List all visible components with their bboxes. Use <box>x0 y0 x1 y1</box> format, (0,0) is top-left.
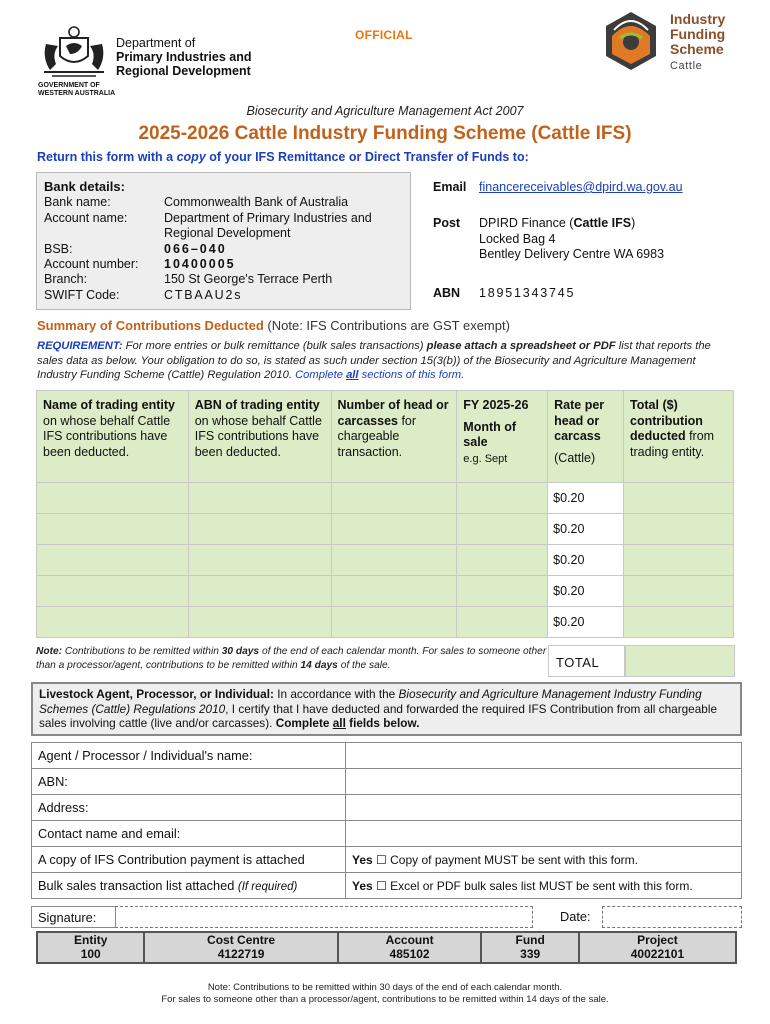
bank-value: Department of Primary Industries and Regional Development <box>164 210 372 241</box>
code-value: 4122719 <box>217 946 265 961</box>
post-address <box>479 216 664 263</box>
requirement-text-2: list that reports the sales data as below. Your obligation to do so, is stated as such under section 15(3(b)) of the Biosecurity and Agriculture Management Industry Funding Scheme (Cattle) Regulation 2010. <box>37 340 711 381</box>
col-header-total <box>624 391 734 483</box>
footer-note <box>0 982 770 1006</box>
dept-line-3: Regional Development <box>116 64 251 78</box>
contact-label: Contact name and email: <box>32 821 346 847</box>
copy-yes: Yes <box>352 852 373 867</box>
bank-key: BSB: <box>44 241 73 256</box>
email-label: Email <box>433 180 467 194</box>
col-header-month <box>457 391 548 483</box>
bulk-label-text: Bulk sales transaction list attached <box>38 878 238 893</box>
entity-abn-cell[interactable] <box>188 545 331 576</box>
abn-label: ABN <box>433 286 461 300</box>
bank-key: Bank name: <box>44 195 111 210</box>
entity-name-cell[interactable] <box>37 514 189 545</box>
form-row <box>32 743 742 769</box>
entity-abn-cell[interactable] <box>188 514 331 545</box>
address-label: Address: <box>32 795 346 821</box>
department-name <box>116 36 251 78</box>
code-cost-centre <box>144 932 337 963</box>
bulk-attached-label <box>32 873 346 899</box>
code-value: 485102 <box>389 946 430 961</box>
form-row <box>32 847 742 873</box>
month-cell[interactable] <box>457 483 548 514</box>
abn-row <box>433 286 575 302</box>
h5-line-1: Rate per head or carcass <box>554 398 605 443</box>
requirement-label: REQUIREMENT: <box>37 340 123 352</box>
bank-key: Account name: <box>44 210 128 225</box>
gov-line-1: GOVERNMENT OF <box>38 82 100 89</box>
total-value-field[interactable] <box>625 645 735 677</box>
note-text-2: of the end of each calendar month. For sales to someone other than a processor/agent, contributions to be remitted within <box>36 646 547 671</box>
bank-value: 066–040 <box>164 241 227 256</box>
requirement-complete <box>295 369 464 381</box>
col-header-rate <box>548 391 624 483</box>
bank-row <box>44 288 403 303</box>
rate-cell: $0.20 <box>548 576 624 607</box>
h2-bold: ABN of trading entity <box>194 398 320 412</box>
month-cell[interactable] <box>457 545 548 576</box>
complete-post: sections of this form. <box>358 369 465 381</box>
month-cell[interactable] <box>457 514 548 545</box>
h4-line-2: Month of sale <box>463 419 517 449</box>
declaration-all: all <box>332 716 346 730</box>
contact-field[interactable] <box>346 821 742 847</box>
ifs-logo-text <box>670 12 725 57</box>
post-line-3: Bentley Delivery Centre WA 6983 <box>479 247 665 261</box>
bulk-yes: Yes <box>352 878 373 893</box>
post-label: Post <box>433 216 461 230</box>
ifs-logo-subtext: Cattle <box>670 60 703 72</box>
h4-line-3: e.g. Sept <box>463 452 508 465</box>
h3-rest: for chargeable transaction. <box>337 413 417 459</box>
government-label <box>38 82 128 98</box>
declaration-fields: fields below. <box>345 716 420 730</box>
bank-value: 10400005 <box>164 257 236 272</box>
head-count-cell[interactable] <box>331 576 457 607</box>
note-label: Note: <box>36 646 63 657</box>
requirement-bold: please attach a spreadsheet or PDF <box>426 340 616 352</box>
total-cell[interactable] <box>624 607 734 638</box>
return-text-pre: Return this form with a <box>37 150 177 164</box>
table-header-row <box>37 391 734 483</box>
summary-note: (Note: IFS Contributions are GST exempt) <box>263 318 510 333</box>
entity-name-cell[interactable] <box>37 483 189 514</box>
complete-all: all <box>346 369 359 381</box>
h1-bold: Name of trading entity <box>43 398 175 412</box>
code-key: Project <box>637 933 678 947</box>
h5-line-2: (Cattle) <box>554 450 596 465</box>
post-line-1-post: ) <box>631 216 636 230</box>
name-label: Agent / Processor / Individual's name: <box>32 743 346 769</box>
agent-details-form <box>31 742 742 899</box>
bank-row <box>44 195 403 210</box>
month-cell[interactable] <box>457 607 548 638</box>
code-key: Account <box>385 933 434 947</box>
signature-label: Signature: <box>31 906 115 928</box>
code-value: 339 <box>520 946 541 961</box>
declaration-text-2: , I certify that I have deducted and forwarded the required IFS Contribution from all chargeable sales involving cattle (live and/or carcasses). <box>39 701 718 730</box>
bank-row <box>44 211 403 242</box>
h1-rest: on whose behalf Cattle IFS contributions have been deducted. <box>43 413 171 459</box>
abn-value: 18951343745 <box>479 286 576 300</box>
official-label: OFFICIAL <box>355 28 413 42</box>
bank-value: Commonwealth Bank of Australia <box>164 195 349 210</box>
summary-heading <box>37 318 510 333</box>
code-fund <box>481 932 578 963</box>
bank-key: Branch: <box>44 272 88 287</box>
date-field[interactable] <box>602 906 742 928</box>
code-account <box>338 932 482 963</box>
note-text-3: of the sale. <box>337 659 391 671</box>
entity-abn-cell[interactable] <box>188 483 331 514</box>
entity-abn-cell[interactable] <box>188 576 331 607</box>
table-row <box>37 483 734 514</box>
table-row <box>37 545 734 576</box>
summary-title: Summary of Contributions Deducted <box>37 318 264 333</box>
entity-name-cell[interactable] <box>37 545 189 576</box>
email-row <box>433 180 683 196</box>
dept-line-2: Primary Industries and <box>116 50 252 64</box>
entity-abn-cell[interactable] <box>188 607 331 638</box>
name-field[interactable] <box>346 743 742 769</box>
bank-row <box>44 257 403 272</box>
rate-cell: $0.20 <box>548 607 624 638</box>
total-cell[interactable] <box>624 483 734 514</box>
bank-details-heading: Bank details: <box>44 179 125 194</box>
declaration-text-1: In accordance with the <box>273 687 399 701</box>
copy-attached-checkbox[interactable] <box>346 847 742 873</box>
head-count-cell[interactable] <box>331 607 457 638</box>
bulk-attached-checkbox[interactable] <box>346 873 742 899</box>
dept-line-1: Department of <box>116 36 196 50</box>
rate-cell: $0.20 <box>548 545 624 576</box>
signature-row <box>31 906 742 928</box>
col-header-entity-abn <box>188 391 331 483</box>
gov-line-2: WESTERN AUSTRALIA <box>38 90 116 97</box>
post-row <box>433 216 664 263</box>
note-bold-1: 30 days <box>221 646 260 657</box>
code-value: 100 <box>80 946 101 961</box>
col-header-head-count <box>331 391 457 483</box>
post-line-1-bold: Cattle IFS <box>573 216 632 230</box>
declaration-label: Livestock Agent, Processor, or Individual: <box>39 687 274 701</box>
finance-codes-table <box>36 931 737 964</box>
h4-line-1: FY 2025-26 <box>463 398 529 412</box>
act-title: Biosecurity and Agriculture Management Act 2007 <box>246 104 524 118</box>
form-row <box>32 769 742 795</box>
head-count-cell[interactable] <box>331 514 457 545</box>
ifs-line-1: Industry <box>670 11 726 27</box>
bank-row <box>44 242 403 257</box>
contributions-table <box>36 390 734 638</box>
entity-name-cell[interactable] <box>37 576 189 607</box>
date-label: Date: <box>560 909 591 924</box>
return-text-post: of your IFS Remittance or Direct Transfer of Funds to: <box>205 150 529 164</box>
address-field[interactable] <box>346 795 742 821</box>
bank-row <box>44 272 403 287</box>
footer-line-2: For sales to someone other than a processor/agent, contributions to be remitted within 14 days of the sale. <box>161 994 609 1005</box>
bulk-text: ☐ Excel or PDF bulk sales list MUST be sent with this form. <box>372 878 693 893</box>
requirement-text-1: For more entries or bulk remittance (bulk sales transactions) <box>122 340 427 352</box>
abn-field[interactable] <box>346 769 742 795</box>
page-title: 2025-2026 Cattle Industry Funding Scheme (Cattle IFS) <box>138 123 632 144</box>
col-header-entity-name <box>37 391 189 483</box>
code-entity <box>37 932 144 963</box>
entity-name-cell[interactable] <box>37 607 189 638</box>
wa-coat-of-arms-icon <box>38 24 110 80</box>
abn-field-label: ABN: <box>32 769 346 795</box>
code-key: Entity <box>74 933 108 947</box>
h6-bold: Total ($) contribution deducted <box>630 398 703 443</box>
complete-pre: Complete <box>295 369 347 381</box>
bank-value: 150 St George's Terrace Perth <box>164 272 333 287</box>
h2-rest: on whose behalf Cattle IFS contributions have been deducted. <box>194 413 322 459</box>
total-cell[interactable] <box>624 545 734 576</box>
declaration-complete: Complete <box>275 716 333 730</box>
note-text-1: Contributions to be remitted within <box>62 646 222 657</box>
copy-text: ☐ Copy of payment MUST be sent with this form. <box>372 852 639 867</box>
head-count-cell[interactable] <box>331 483 457 514</box>
return-text-em: copy <box>176 150 206 164</box>
post-line-1-pre: DPIRD Finance ( <box>479 216 574 230</box>
ifs-line-3: Scheme <box>670 41 724 57</box>
bulk-label-italic: (If required) <box>237 881 298 893</box>
rate-cell: $0.20 <box>548 514 624 545</box>
codes-row <box>37 932 736 963</box>
table-row <box>37 607 734 638</box>
code-key: Cost Centre <box>207 933 276 947</box>
declaration-regulation: Biosecurity and Agriculture Management Industry Funding Schemes (Cattle) Regulations 2010 <box>39 687 702 716</box>
bank-details-box <box>36 172 411 310</box>
requirement-text <box>37 339 737 383</box>
bank-value: CTBAAU2s <box>164 287 243 302</box>
footer-line-1: Note: Contributions to be remitted within 30 days of the end of each calendar month. <box>207 982 563 993</box>
code-project <box>579 932 736 963</box>
ifs-line-2: Funding <box>670 26 726 42</box>
return-instructions <box>37 150 529 164</box>
copy-attached-label: A copy of IFS Contribution payment is attached <box>32 847 346 873</box>
code-value: 40022101 <box>630 946 685 961</box>
page-header <box>0 0 770 100</box>
email-link[interactable]: financereceivables@dpird.wa.gov.au <box>479 180 683 194</box>
head-count-cell[interactable] <box>331 545 457 576</box>
table-row <box>37 514 734 545</box>
code-key: Fund <box>515 933 545 947</box>
month-cell[interactable] <box>457 576 548 607</box>
form-row <box>32 795 742 821</box>
h6-rest: from trading entity. <box>630 429 715 459</box>
signature-field[interactable] <box>115 906 533 928</box>
bank-key: Account number: <box>44 257 139 272</box>
remittance-note <box>36 645 548 672</box>
form-row <box>32 821 742 847</box>
industry-funding-scheme-logo-icon <box>598 8 664 74</box>
bank-key: SWIFT Code: <box>44 287 120 302</box>
post-line-2: Locked Bag 4 <box>479 231 556 246</box>
note-bold-2: 14 days <box>300 659 338 671</box>
table-row <box>37 576 734 607</box>
total-cell[interactable] <box>624 576 734 607</box>
declaration-box <box>31 682 742 736</box>
rate-cell: $0.20 <box>548 483 624 514</box>
total-label: TOTAL <box>548 645 625 677</box>
form-row <box>32 873 742 899</box>
total-cell[interactable] <box>624 514 734 545</box>
h3-bold: Number of head or carcasses <box>337 398 449 428</box>
